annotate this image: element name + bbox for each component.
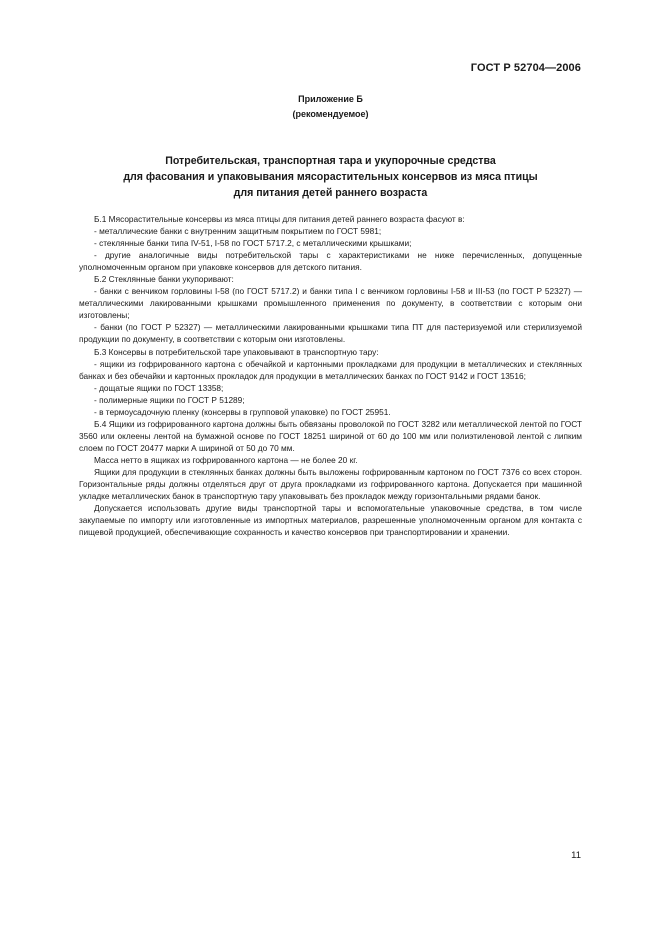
paragraph: - дощатые ящики по ГОСТ 13358; — [94, 382, 224, 393]
section-title-line-2: для фасования и упаковывания мясорастительных консервов из мяса птицы — [123, 171, 538, 183]
section-title-line-3: для питания детей раннего возраста — [233, 187, 428, 199]
annex-status: (рекомендуемое) — [292, 109, 369, 119]
paragraph: Б.4 Ящики из гофрированного картона должны быть обвязаны проволокой по ГОСТ 3282 или металлической лентой по ГОСТ 3560 или оклеены лентой на бумажной основе по ГОСТ 18251 шириной от 60 до 100 мм или полиэтиленовой лентой с липким слоем по ГОСТ 20477 марки А шириной от 50 до 70 мм. — [79, 418, 582, 453]
section-title — [0, 153, 661, 201]
paragraph: - в термоусадочную пленку (консервы в групповой упаковке) по ГОСТ 25951. — [94, 406, 391, 417]
section-title-line-1: Потребительская, транспортная тара и укупорочные средства — [165, 155, 496, 167]
paragraph: - металлические банки с внутренним защитным покрытием по ГОСТ 5981; — [94, 226, 382, 237]
paragraph: - банки с венчиком горловины I-58 (по ГОСТ 5717.2) и банки типа I с венчиком горловины I-58 и III-53 (по ГОСТ Р 52327) — металлическими лакированными крышками промышленного применения по документу, в соответствии с которым они изготовлены; — [79, 286, 582, 321]
paragraph: - другие аналогичные виды потребительской тары с характеристиками не ниже перечисленных, допущенные уполномоченным органом при упаковке консервов для детского питания. — [79, 250, 582, 273]
annex-heading — [0, 92, 661, 122]
paragraph: Б.1 Мясорастительные консервы из мяса птицы для питания детей раннего возраста фасуют в: — [94, 214, 465, 224]
paragraph: - ящики из гофрированного картона с обечайкой и картонными прокладками для продукции в металлических и стеклянных банках и без обечайки и картонных прокладок для продукции в металлических банках по ГОСТ 9142 и ГОСТ 13516; — [79, 358, 582, 381]
paragraph: - банки (по ГОСТ Р 52327) — металлическими лакированными крышками типа ПТ для пастеризуемой или стерилизуемой продукции по документу, в соответствии с которым они изготовлены. — [79, 322, 582, 345]
paragraph: - полимерные ящики по ГОСТ Р 51289; — [94, 394, 245, 405]
paragraph: Б.2 Стеклянные банки укупоривают: — [94, 274, 234, 285]
document-code: ГОСТ Р 52704—2006 — [470, 62, 581, 74]
paragraph: Б.3 Консервы в потребительской таре упаковывают в транспортную тару: — [94, 346, 379, 357]
paragraph: Масса нетто в ящиках из гофрированного картона — не более 20 кг. — [94, 454, 358, 465]
paragraph: Допускается использовать другие виды транспортной тары и вспомогательные упаковочные средства, в том числе закупаемые по импорту или изготовленные из импортных материалов, разрешенные уполномоченным органом для контакта с пищевой продукцией, обеспечивающие сохранность и качество консервов при транспортировании и хранении. — [79, 503, 582, 538]
body-text — [79, 213, 582, 538]
annex-label: Приложение Б — [298, 94, 363, 104]
page-number: 11 — [571, 850, 581, 861]
paragraph: - стеклянные банки типа IV-51, I-58 по ГОСТ 5717.2, с металлическими крышками; — [94, 238, 412, 249]
paragraph: Ящики для продукции в стеклянных банках должны быть выложены гофрированным картоном по ГОСТ 7376 со всех сторон. Горизонтальные ряды должны отделяться друг от друга прокладками из гофрированного картона. Допускается при машинной укладке металлических банок в транспортную тару упаковывать без прокладок между горизонтальными рядами банок. — [79, 466, 582, 502]
